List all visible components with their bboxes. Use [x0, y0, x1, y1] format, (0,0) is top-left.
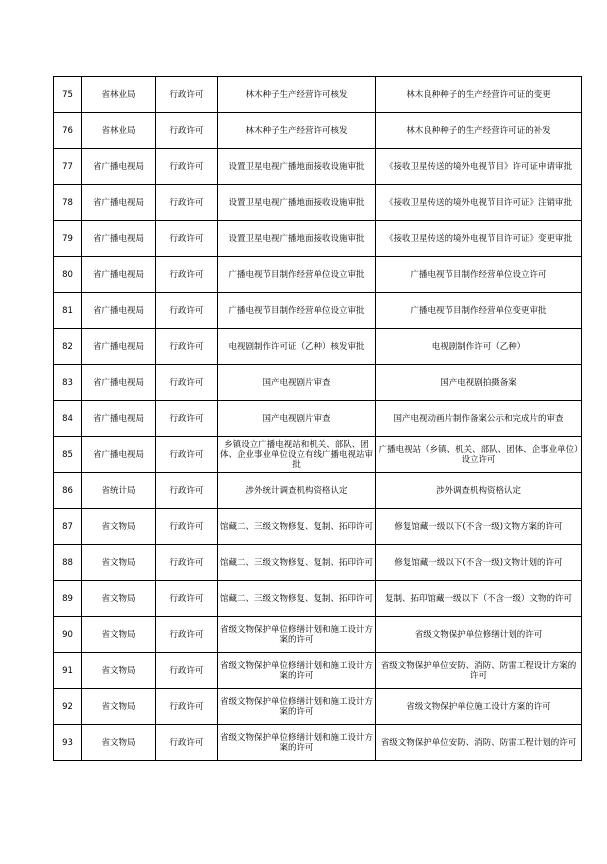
table-row	[54, 77, 582, 113]
table-row	[54, 221, 582, 257]
sub-item-cell: 复制、拓印馆藏一级以下（不含一级）文物的许可	[376, 581, 582, 617]
row-number: 80	[54, 257, 82, 293]
sub-item-cell: 林木良种种子的生产经营许可证的变更	[376, 77, 582, 113]
table-row	[54, 401, 582, 437]
sub-item-cell: 省级文物保护单位修缮计划的许可	[376, 617, 582, 653]
row-number: 81	[54, 293, 82, 329]
row-number: 89	[54, 581, 82, 617]
permit-type-cell: 行政许可	[156, 473, 218, 509]
sub-item-cell: 电视剧制作许可（乙种）	[376, 329, 582, 365]
permit-type-cell: 行政许可	[156, 617, 218, 653]
permit-item-cell: 乡镇设立广播电视站和机关、部队、团体、企业事业单位设立有线广播电视站审批	[218, 437, 376, 473]
sub-item-cell: 省级文物保护单位施工设计方案的许可	[376, 689, 582, 725]
permit-item-cell: 涉外统计调查机构资格认定	[218, 473, 376, 509]
permit-item-cell: 国产电视剧片审查	[218, 365, 376, 401]
row-number: 76	[54, 113, 82, 149]
table-row	[54, 689, 582, 725]
sub-item-cell: 广播电视节目制作经营单位变更审批	[376, 293, 582, 329]
permit-type-cell: 行政许可	[156, 653, 218, 689]
department-cell: 省广播电视局	[82, 149, 156, 185]
table-row	[54, 617, 582, 653]
permit-item-cell: 设置卫星电视广播地面接收设施审批	[218, 221, 376, 257]
department-cell: 省广播电视局	[82, 365, 156, 401]
permit-item-cell: 广播电视节目制作经营单位设立审批	[218, 257, 376, 293]
row-number: 83	[54, 365, 82, 401]
row-number: 78	[54, 185, 82, 221]
table-row	[54, 185, 582, 221]
row-number: 77	[54, 149, 82, 185]
row-number: 79	[54, 221, 82, 257]
table-row	[54, 725, 582, 761]
sub-item-cell: 广播电视站（乡镇、机关、部队、团体、企事业单位）设立许可	[376, 437, 582, 473]
permit-type-cell: 行政许可	[156, 293, 218, 329]
permit-item-cell: 设置卫星电视广播地面接收设施审批	[218, 149, 376, 185]
permit-item-cell: 林木种子生产经营许可核发	[218, 77, 376, 113]
permit-type-cell: 行政许可	[156, 329, 218, 365]
table-row	[54, 473, 582, 509]
permit-type-cell: 行政许可	[156, 149, 218, 185]
row-number: 88	[54, 545, 82, 581]
department-cell: 省文物局	[82, 653, 156, 689]
sub-item-cell: 林木良种种子的生产经营许可证的补发	[376, 113, 582, 149]
department-cell: 省广播电视局	[82, 257, 156, 293]
permit-item-cell: 设置卫星电视广播地面接收设施审批	[218, 185, 376, 221]
department-cell: 省统计局	[82, 473, 156, 509]
permit-item-cell: 国产电视剧片审查	[218, 401, 376, 437]
permit-type-cell: 行政许可	[156, 365, 218, 401]
permit-item-cell: 省级文物保护单位修缮计划和施工设计方案的许可	[218, 653, 376, 689]
table-row	[54, 149, 582, 185]
table-row	[54, 329, 582, 365]
sub-item-cell: 省级文物保护单位安防、消防、防雷工程设计方案的许可	[376, 653, 582, 689]
permit-item-cell: 省级文物保护单位修缮计划和施工设计方案的许可	[218, 617, 376, 653]
sub-item-cell: 《接收卫星传送的境外电视节目许可证》注销审批	[376, 185, 582, 221]
permit-table-body	[54, 77, 582, 761]
sub-item-cell: 《接收卫星传送的境外电视节目》许可证申请审批	[376, 149, 582, 185]
sub-item-cell: 国产电视剧拍摄备案	[376, 365, 582, 401]
table-row	[54, 437, 582, 473]
permit-item-cell: 馆藏二、三级文物修复、复制、拓印许可	[218, 545, 376, 581]
department-cell: 省文物局	[82, 689, 156, 725]
permit-table	[53, 76, 582, 761]
row-number: 90	[54, 617, 82, 653]
department-cell: 省文物局	[82, 581, 156, 617]
table-row	[54, 581, 582, 617]
permit-item-cell: 林木种子生产经营许可核发	[218, 113, 376, 149]
sub-item-cell: 修复馆藏一级以下(不含一级)文物计划的许可	[376, 545, 582, 581]
department-cell: 省广播电视局	[82, 437, 156, 473]
permit-item-cell: 省级文物保护单位修缮计划和施工设计方案的许可	[218, 689, 376, 725]
permit-item-cell: 电视剧制作许可证（乙种）核发审批	[218, 329, 376, 365]
row-number: 93	[54, 725, 82, 761]
row-number: 82	[54, 329, 82, 365]
department-cell: 省广播电视局	[82, 185, 156, 221]
permit-type-cell: 行政许可	[156, 77, 218, 113]
row-number: 87	[54, 509, 82, 545]
table-row	[54, 653, 582, 689]
permit-item-cell: 广播电视节目制作经营单位设立审批	[218, 293, 376, 329]
department-cell: 省文物局	[82, 725, 156, 761]
permit-type-cell: 行政许可	[156, 257, 218, 293]
permit-type-cell: 行政许可	[156, 185, 218, 221]
row-number: 75	[54, 77, 82, 113]
table-row	[54, 545, 582, 581]
permit-item-cell: 省级文物保护单位修缮计划和施工设计方案的许可	[218, 725, 376, 761]
department-cell: 省广播电视局	[82, 329, 156, 365]
sub-item-cell: 修复馆藏一级以下(不含一级)文物方案的许可	[376, 509, 582, 545]
table-row	[54, 257, 582, 293]
row-number: 91	[54, 653, 82, 689]
table-row	[54, 293, 582, 329]
sub-item-cell: 《接收卫星传送的境外电视节目许可证》变更审批	[376, 221, 582, 257]
table-row	[54, 509, 582, 545]
permit-type-cell: 行政许可	[156, 437, 218, 473]
department-cell: 省文物局	[82, 617, 156, 653]
department-cell: 省广播电视局	[82, 401, 156, 437]
department-cell: 省林业局	[82, 77, 156, 113]
row-number: 85	[54, 437, 82, 473]
department-cell: 省林业局	[82, 113, 156, 149]
permit-type-cell: 行政许可	[156, 725, 218, 761]
permit-item-cell: 馆藏二、三级文物修复、复制、拓印许可	[218, 509, 376, 545]
sub-item-cell: 国产电视动画片制作备案公示和完成片的审查	[376, 401, 582, 437]
row-number: 92	[54, 689, 82, 725]
sub-item-cell: 涉外调查机构资格认定	[376, 473, 582, 509]
department-cell: 省文物局	[82, 545, 156, 581]
sub-item-cell: 广播电视节目制作经营单位设立许可	[376, 257, 582, 293]
permit-type-cell: 行政许可	[156, 689, 218, 725]
permit-type-cell: 行政许可	[156, 545, 218, 581]
department-cell: 省广播电视局	[82, 221, 156, 257]
department-cell: 省文物局	[82, 509, 156, 545]
sub-item-cell: 省级文物保护单位安防、消防、防雷工程计划的许可	[376, 725, 582, 761]
department-cell: 省广播电视局	[82, 293, 156, 329]
permit-type-cell: 行政许可	[156, 509, 218, 545]
permit-type-cell: 行政许可	[156, 581, 218, 617]
row-number: 84	[54, 401, 82, 437]
permit-type-cell: 行政许可	[156, 113, 218, 149]
table-row	[54, 365, 582, 401]
row-number: 86	[54, 473, 82, 509]
permit-item-cell: 馆藏二、三级文物修复、复制、拓印许可	[218, 581, 376, 617]
permit-type-cell: 行政许可	[156, 221, 218, 257]
permit-type-cell: 行政许可	[156, 401, 218, 437]
table-row	[54, 113, 582, 149]
